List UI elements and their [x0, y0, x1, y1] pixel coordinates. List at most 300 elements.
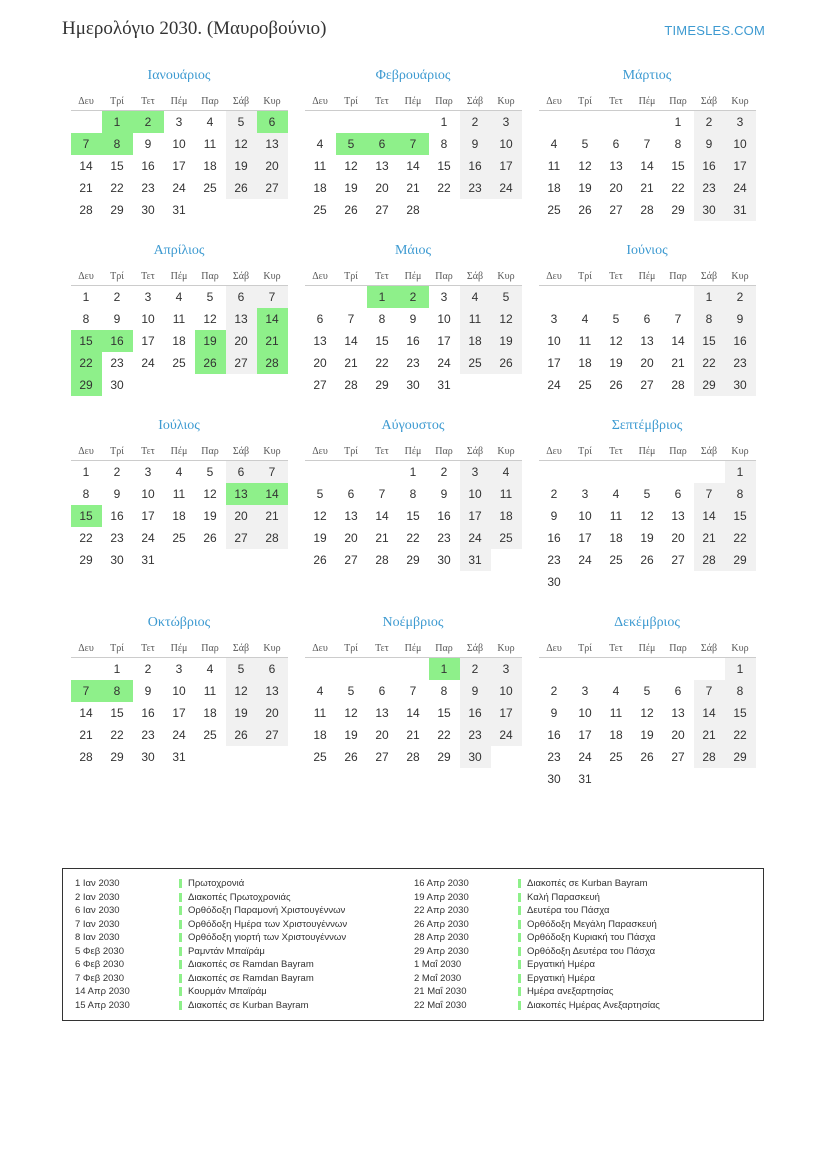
day-cell[interactable]: 20: [375, 728, 389, 742]
day-cell[interactable]: 2: [113, 290, 121, 304]
day-cell[interactable]: 4: [491, 461, 522, 484]
day-cell[interactable]: 1: [429, 658, 460, 681]
day-cell[interactable]: 11: [172, 487, 186, 501]
day-cell[interactable]: 10: [578, 509, 592, 523]
day-cell[interactable]: 16: [547, 531, 561, 545]
day-cell[interactable]: 2: [440, 465, 448, 479]
day-cell[interactable]: 15: [437, 706, 451, 720]
day-cell[interactable]: 1: [367, 286, 398, 309]
day-cell[interactable]: 28: [406, 203, 420, 217]
day-cell[interactable]: 12: [203, 312, 217, 326]
day-cell[interactable]: 23: [110, 356, 124, 370]
day-cell[interactable]: 16: [110, 509, 124, 523]
day-cell[interactable]: 14: [640, 159, 654, 173]
day-cell[interactable]: 30: [141, 203, 155, 217]
day-cell[interactable]: 13: [344, 509, 358, 523]
day-cell[interactable]: 20: [344, 531, 358, 545]
day-cell[interactable]: 3: [440, 290, 448, 304]
day-cell[interactable]: 14: [79, 706, 93, 720]
day-cell[interactable]: 18: [313, 728, 327, 742]
day-cell[interactable]: 13: [671, 706, 685, 720]
day-cell[interactable]: 19: [226, 702, 257, 724]
day-cell[interactable]: 21: [671, 356, 685, 370]
day-cell[interactable]: 10: [725, 133, 756, 155]
day-cell[interactable]: 6: [316, 312, 324, 326]
day-cell[interactable]: 11: [313, 706, 327, 720]
day-cell[interactable]: 2: [550, 684, 558, 698]
day-cell[interactable]: 9: [144, 684, 152, 698]
day-cell[interactable]: 15: [725, 702, 756, 724]
day-cell[interactable]: 25: [172, 531, 186, 545]
day-cell[interactable]: 28: [640, 203, 654, 217]
day-cell[interactable]: 1: [102, 111, 133, 134]
day-cell[interactable]: 14: [671, 334, 685, 348]
day-cell[interactable]: 20: [257, 155, 288, 177]
day-cell[interactable]: 6: [367, 133, 398, 155]
day-cell[interactable]: 14: [694, 702, 725, 724]
day-cell[interactable]: 23: [141, 728, 155, 742]
day-cell[interactable]: 10: [437, 312, 451, 326]
day-cell[interactable]: 10: [491, 680, 522, 702]
day-cell[interactable]: 4: [612, 487, 620, 501]
day-cell[interactable]: 25: [203, 728, 217, 742]
day-cell[interactable]: 23: [460, 177, 491, 199]
day-cell[interactable]: 22: [694, 352, 725, 374]
day-cell[interactable]: 29: [110, 750, 124, 764]
day-cell[interactable]: 11: [609, 509, 623, 523]
day-cell[interactable]: 5: [643, 684, 651, 698]
day-cell[interactable]: 27: [375, 750, 389, 764]
day-cell[interactable]: 15: [437, 159, 451, 173]
day-cell[interactable]: 20: [375, 181, 389, 195]
day-cell[interactable]: 27: [640, 378, 654, 392]
day-cell[interactable]: 17: [172, 706, 186, 720]
day-cell[interactable]: 29: [79, 553, 93, 567]
day-cell[interactable]: 3: [491, 111, 522, 134]
day-cell[interactable]: 28: [79, 750, 93, 764]
day-cell[interactable]: 4: [206, 115, 214, 129]
day-cell[interactable]: 10: [547, 334, 561, 348]
day-cell[interactable]: 14: [344, 334, 358, 348]
day-cell[interactable]: 8: [409, 487, 417, 501]
day-cell[interactable]: 14: [406, 706, 420, 720]
day-cell[interactable]: 3: [491, 658, 522, 681]
day-cell[interactable]: 21: [79, 728, 93, 742]
day-cell[interactable]: 5: [206, 290, 214, 304]
day-cell[interactable]: 22: [671, 181, 685, 195]
day-cell[interactable]: 30: [460, 746, 491, 768]
day-cell[interactable]: 28: [671, 378, 685, 392]
day-cell[interactable]: 9: [144, 137, 152, 151]
day-cell[interactable]: 18: [203, 706, 217, 720]
day-cell[interactable]: 25: [609, 750, 623, 764]
day-cell[interactable]: 12: [203, 487, 217, 501]
day-cell[interactable]: 14: [375, 509, 389, 523]
day-cell[interactable]: 3: [581, 487, 589, 501]
day-cell[interactable]: 21: [694, 527, 725, 549]
day-cell[interactable]: 2: [460, 658, 491, 681]
day-cell[interactable]: 2: [113, 465, 121, 479]
day-cell[interactable]: 4: [316, 137, 324, 151]
day-cell[interactable]: 29: [375, 378, 389, 392]
day-cell[interactable]: 26: [226, 177, 257, 199]
day-cell[interactable]: 17: [547, 356, 561, 370]
day-cell[interactable]: 10: [141, 487, 155, 501]
day-cell[interactable]: 14: [694, 505, 725, 527]
day-cell[interactable]: 30: [141, 750, 155, 764]
day-cell[interactable]: 28: [257, 352, 288, 374]
day-cell[interactable]: 18: [313, 181, 327, 195]
day-cell[interactable]: 31: [725, 199, 756, 221]
day-cell[interactable]: 22: [725, 527, 756, 549]
brand-link[interactable]: TIMESLES.COM: [664, 23, 765, 38]
day-cell[interactable]: 5: [643, 487, 651, 501]
day-cell[interactable]: 15: [671, 159, 685, 173]
day-cell[interactable]: 2: [460, 111, 491, 134]
day-cell[interactable]: 9: [694, 133, 725, 155]
day-cell[interactable]: 4: [581, 312, 589, 326]
day-cell[interactable]: 26: [640, 553, 654, 567]
day-cell[interactable]: 31: [172, 750, 186, 764]
day-cell[interactable]: 3: [175, 115, 183, 129]
day-cell[interactable]: 21: [344, 356, 358, 370]
day-cell[interactable]: 8: [440, 684, 448, 698]
day-cell[interactable]: 17: [141, 509, 155, 523]
day-cell[interactable]: 9: [460, 680, 491, 702]
day-cell[interactable]: 28: [375, 553, 389, 567]
day-cell[interactable]: 6: [226, 286, 257, 309]
day-cell[interactable]: 5: [206, 465, 214, 479]
day-cell[interactable]: 29: [725, 746, 756, 768]
day-cell[interactable]: 9: [409, 312, 417, 326]
day-cell[interactable]: 31: [141, 553, 155, 567]
day-cell[interactable]: 7: [694, 680, 725, 702]
day-cell[interactable]: 30: [547, 575, 561, 589]
day-cell[interactable]: 24: [578, 750, 592, 764]
day-cell[interactable]: 11: [491, 483, 522, 505]
day-cell[interactable]: 5: [347, 684, 355, 698]
day-cell[interactable]: 22: [110, 728, 124, 742]
day-cell[interactable]: 21: [257, 330, 288, 352]
day-cell[interactable]: 7: [257, 461, 288, 484]
day-cell[interactable]: 18: [609, 728, 623, 742]
day-cell[interactable]: 8: [82, 312, 90, 326]
day-cell[interactable]: 26: [344, 203, 358, 217]
day-cell[interactable]: 8: [725, 680, 756, 702]
day-cell[interactable]: 7: [398, 133, 429, 155]
day-cell[interactable]: 25: [313, 750, 327, 764]
day-cell[interactable]: 24: [491, 724, 522, 746]
day-cell[interactable]: 26: [195, 352, 226, 374]
day-cell[interactable]: 6: [378, 684, 386, 698]
day-cell[interactable]: 10: [491, 133, 522, 155]
day-cell[interactable]: 16: [406, 334, 420, 348]
day-cell[interactable]: 16: [460, 155, 491, 177]
day-cell[interactable]: 13: [375, 159, 389, 173]
day-cell[interactable]: 24: [725, 177, 756, 199]
day-cell[interactable]: 15: [406, 509, 420, 523]
day-cell[interactable]: 16: [102, 330, 133, 352]
day-cell[interactable]: 4: [206, 662, 214, 676]
day-cell[interactable]: 8: [694, 308, 725, 330]
day-cell[interactable]: 16: [437, 509, 451, 523]
day-cell[interactable]: 19: [344, 181, 358, 195]
day-cell[interactable]: 10: [460, 483, 491, 505]
day-cell[interactable]: 29: [725, 549, 756, 571]
day-cell[interactable]: 9: [725, 308, 756, 330]
day-cell[interactable]: 26: [609, 378, 623, 392]
day-cell[interactable]: 13: [313, 334, 327, 348]
day-cell[interactable]: 6: [643, 312, 651, 326]
day-cell[interactable]: 17: [491, 155, 522, 177]
day-cell[interactable]: 20: [671, 728, 685, 742]
day-cell[interactable]: 1: [725, 658, 756, 681]
day-cell[interactable]: 29: [406, 553, 420, 567]
day-cell[interactable]: 12: [344, 706, 358, 720]
day-cell[interactable]: 26: [640, 750, 654, 764]
day-cell[interactable]: 26: [578, 203, 592, 217]
day-cell[interactable]: 12: [609, 334, 623, 348]
day-cell[interactable]: 12: [344, 159, 358, 173]
day-cell[interactable]: 6: [674, 684, 682, 698]
day-cell[interactable]: 13: [226, 308, 257, 330]
day-cell[interactable]: 3: [460, 461, 491, 484]
day-cell[interactable]: 30: [406, 378, 420, 392]
day-cell[interactable]: 22: [110, 181, 124, 195]
day-cell[interactable]: 7: [378, 487, 386, 501]
day-cell[interactable]: 24: [437, 356, 451, 370]
day-cell[interactable]: 27: [313, 378, 327, 392]
day-cell[interactable]: 28: [694, 549, 725, 571]
day-cell[interactable]: 29: [694, 374, 725, 396]
day-cell[interactable]: 30: [694, 199, 725, 221]
day-cell[interactable]: 15: [71, 330, 102, 352]
day-cell[interactable]: 3: [725, 111, 756, 134]
day-cell[interactable]: 8: [725, 483, 756, 505]
day-cell[interactable]: 18: [172, 509, 186, 523]
day-cell[interactable]: 11: [460, 308, 491, 330]
day-cell[interactable]: 17: [437, 334, 451, 348]
day-cell[interactable]: 22: [406, 531, 420, 545]
day-cell[interactable]: 6: [347, 487, 355, 501]
day-cell[interactable]: 23: [547, 750, 561, 764]
day-cell[interactable]: 11: [172, 312, 186, 326]
day-cell[interactable]: 7: [257, 286, 288, 309]
day-cell[interactable]: 9: [550, 706, 558, 720]
day-cell[interactable]: 12: [640, 706, 654, 720]
day-cell[interactable]: 27: [609, 203, 623, 217]
day-cell[interactable]: 13: [375, 706, 389, 720]
day-cell[interactable]: 19: [344, 728, 358, 742]
day-cell[interactable]: 5: [336, 133, 367, 155]
day-cell[interactable]: 24: [141, 531, 155, 545]
day-cell[interactable]: 12: [313, 509, 327, 523]
day-cell[interactable]: 31: [172, 203, 186, 217]
day-cell[interactable]: 11: [578, 334, 592, 348]
day-cell[interactable]: 24: [172, 728, 186, 742]
day-cell[interactable]: 28: [257, 527, 288, 549]
day-cell[interactable]: 5: [612, 312, 620, 326]
day-cell[interactable]: 27: [344, 553, 358, 567]
day-cell[interactable]: 3: [550, 312, 558, 326]
day-cell[interactable]: 10: [172, 684, 186, 698]
day-cell[interactable]: 26: [491, 352, 522, 374]
day-cell[interactable]: 28: [694, 746, 725, 768]
day-cell[interactable]: 14: [257, 483, 288, 505]
day-cell[interactable]: 7: [71, 680, 102, 702]
day-cell[interactable]: 25: [172, 356, 186, 370]
day-cell[interactable]: 27: [226, 527, 257, 549]
day-cell[interactable]: 13: [609, 159, 623, 173]
day-cell[interactable]: 3: [175, 662, 183, 676]
day-cell[interactable]: 27: [671, 553, 685, 567]
day-cell[interactable]: 25: [547, 203, 561, 217]
day-cell[interactable]: 22: [725, 724, 756, 746]
day-cell[interactable]: 24: [141, 356, 155, 370]
day-cell[interactable]: 13: [226, 483, 257, 505]
day-cell[interactable]: 29: [110, 203, 124, 217]
day-cell[interactable]: 18: [547, 181, 561, 195]
day-cell[interactable]: 21: [406, 728, 420, 742]
day-cell[interactable]: 24: [460, 527, 491, 549]
day-cell[interactable]: 19: [640, 728, 654, 742]
day-cell[interactable]: 11: [609, 706, 623, 720]
day-cell[interactable]: 6: [612, 137, 620, 151]
day-cell[interactable]: 2: [725, 286, 756, 309]
day-cell[interactable]: 15: [110, 706, 124, 720]
day-cell[interactable]: 20: [226, 505, 257, 527]
day-cell[interactable]: 19: [195, 330, 226, 352]
day-cell[interactable]: 11: [547, 159, 561, 173]
day-cell[interactable]: 18: [491, 505, 522, 527]
day-cell[interactable]: 5: [491, 286, 522, 309]
day-cell[interactable]: 4: [460, 286, 491, 309]
day-cell[interactable]: 23: [547, 553, 561, 567]
day-cell[interactable]: 2: [133, 111, 164, 134]
day-cell[interactable]: 2: [550, 487, 558, 501]
day-cell[interactable]: 29: [437, 750, 451, 764]
day-cell[interactable]: 20: [609, 181, 623, 195]
day-cell[interactable]: 17: [172, 159, 186, 173]
day-cell[interactable]: 8: [674, 137, 682, 151]
day-cell[interactable]: 1: [694, 286, 725, 309]
day-cell[interactable]: 19: [313, 531, 327, 545]
day-cell[interactable]: 29: [671, 203, 685, 217]
day-cell[interactable]: 9: [113, 312, 121, 326]
day-cell[interactable]: 23: [460, 724, 491, 746]
day-cell[interactable]: 15: [725, 505, 756, 527]
day-cell[interactable]: 28: [79, 203, 93, 217]
day-cell[interactable]: 26: [226, 724, 257, 746]
day-cell[interactable]: 8: [82, 487, 90, 501]
day-cell[interactable]: 17: [460, 505, 491, 527]
day-cell[interactable]: 7: [643, 137, 651, 151]
day-cell[interactable]: 2: [398, 286, 429, 309]
day-cell[interactable]: 4: [612, 684, 620, 698]
day-cell[interactable]: 7: [71, 133, 102, 155]
day-cell[interactable]: 19: [640, 531, 654, 545]
day-cell[interactable]: 9: [113, 487, 121, 501]
day-cell[interactable]: 7: [409, 684, 417, 698]
day-cell[interactable]: 24: [578, 553, 592, 567]
day-cell[interactable]: 20: [313, 356, 327, 370]
day-cell[interactable]: 13: [640, 334, 654, 348]
day-cell[interactable]: 19: [226, 155, 257, 177]
day-cell[interactable]: 8: [440, 137, 448, 151]
day-cell[interactable]: 1: [725, 461, 756, 484]
day-cell[interactable]: 6: [257, 658, 288, 681]
day-cell[interactable]: 17: [578, 728, 592, 742]
day-cell[interactable]: 22: [79, 531, 93, 545]
day-cell[interactable]: 27: [671, 750, 685, 764]
day-cell[interactable]: 1: [82, 465, 90, 479]
day-cell[interactable]: 22: [71, 352, 102, 374]
day-cell[interactable]: 19: [609, 356, 623, 370]
day-cell[interactable]: 26: [203, 531, 217, 545]
day-cell[interactable]: 18: [609, 531, 623, 545]
day-cell[interactable]: 17: [725, 155, 756, 177]
day-cell[interactable]: 20: [640, 356, 654, 370]
day-cell[interactable]: 3: [144, 465, 152, 479]
day-cell[interactable]: 1: [674, 115, 682, 129]
day-cell[interactable]: 31: [460, 549, 491, 571]
day-cell[interactable]: 10: [578, 706, 592, 720]
day-cell[interactable]: 23: [437, 531, 451, 545]
day-cell[interactable]: 25: [578, 378, 592, 392]
day-cell[interactable]: 14: [257, 308, 288, 330]
day-cell[interactable]: 30: [547, 772, 561, 786]
day-cell[interactable]: 21: [694, 724, 725, 746]
day-cell[interactable]: 9: [550, 509, 558, 523]
day-cell[interactable]: 24: [547, 378, 561, 392]
day-cell[interactable]: 19: [578, 181, 592, 195]
day-cell[interactable]: 5: [226, 658, 257, 681]
day-cell[interactable]: 15: [110, 159, 124, 173]
day-cell[interactable]: 5: [581, 137, 589, 151]
day-cell[interactable]: 6: [226, 461, 257, 484]
day-cell[interactable]: 10: [172, 137, 186, 151]
day-cell[interactable]: 23: [406, 356, 420, 370]
day-cell[interactable]: 24: [491, 177, 522, 199]
day-cell[interactable]: 5: [316, 487, 324, 501]
day-cell[interactable]: 16: [141, 706, 155, 720]
day-cell[interactable]: 22: [437, 728, 451, 742]
day-cell[interactable]: 12: [226, 680, 257, 702]
day-cell[interactable]: 29: [71, 374, 102, 396]
day-cell[interactable]: 12: [226, 133, 257, 155]
day-cell[interactable]: 17: [141, 334, 155, 348]
day-cell[interactable]: 2: [694, 111, 725, 134]
day-cell[interactable]: 25: [609, 553, 623, 567]
day-cell[interactable]: 27: [375, 203, 389, 217]
day-cell[interactable]: 16: [547, 728, 561, 742]
day-cell[interactable]: 7: [694, 483, 725, 505]
day-cell[interactable]: 12: [491, 308, 522, 330]
day-cell[interactable]: 28: [406, 750, 420, 764]
day-cell[interactable]: 25: [460, 352, 491, 374]
day-cell[interactable]: 3: [144, 290, 152, 304]
day-cell[interactable]: 21: [406, 181, 420, 195]
day-cell[interactable]: 14: [79, 159, 93, 173]
day-cell[interactable]: 22: [375, 356, 389, 370]
day-cell[interactable]: 28: [344, 378, 358, 392]
day-cell[interactable]: 11: [203, 137, 217, 151]
day-cell[interactable]: 25: [313, 203, 327, 217]
day-cell[interactable]: 13: [671, 509, 685, 523]
day-cell[interactable]: 2: [144, 662, 152, 676]
day-cell[interactable]: 1: [409, 465, 417, 479]
day-cell[interactable]: 20: [226, 330, 257, 352]
